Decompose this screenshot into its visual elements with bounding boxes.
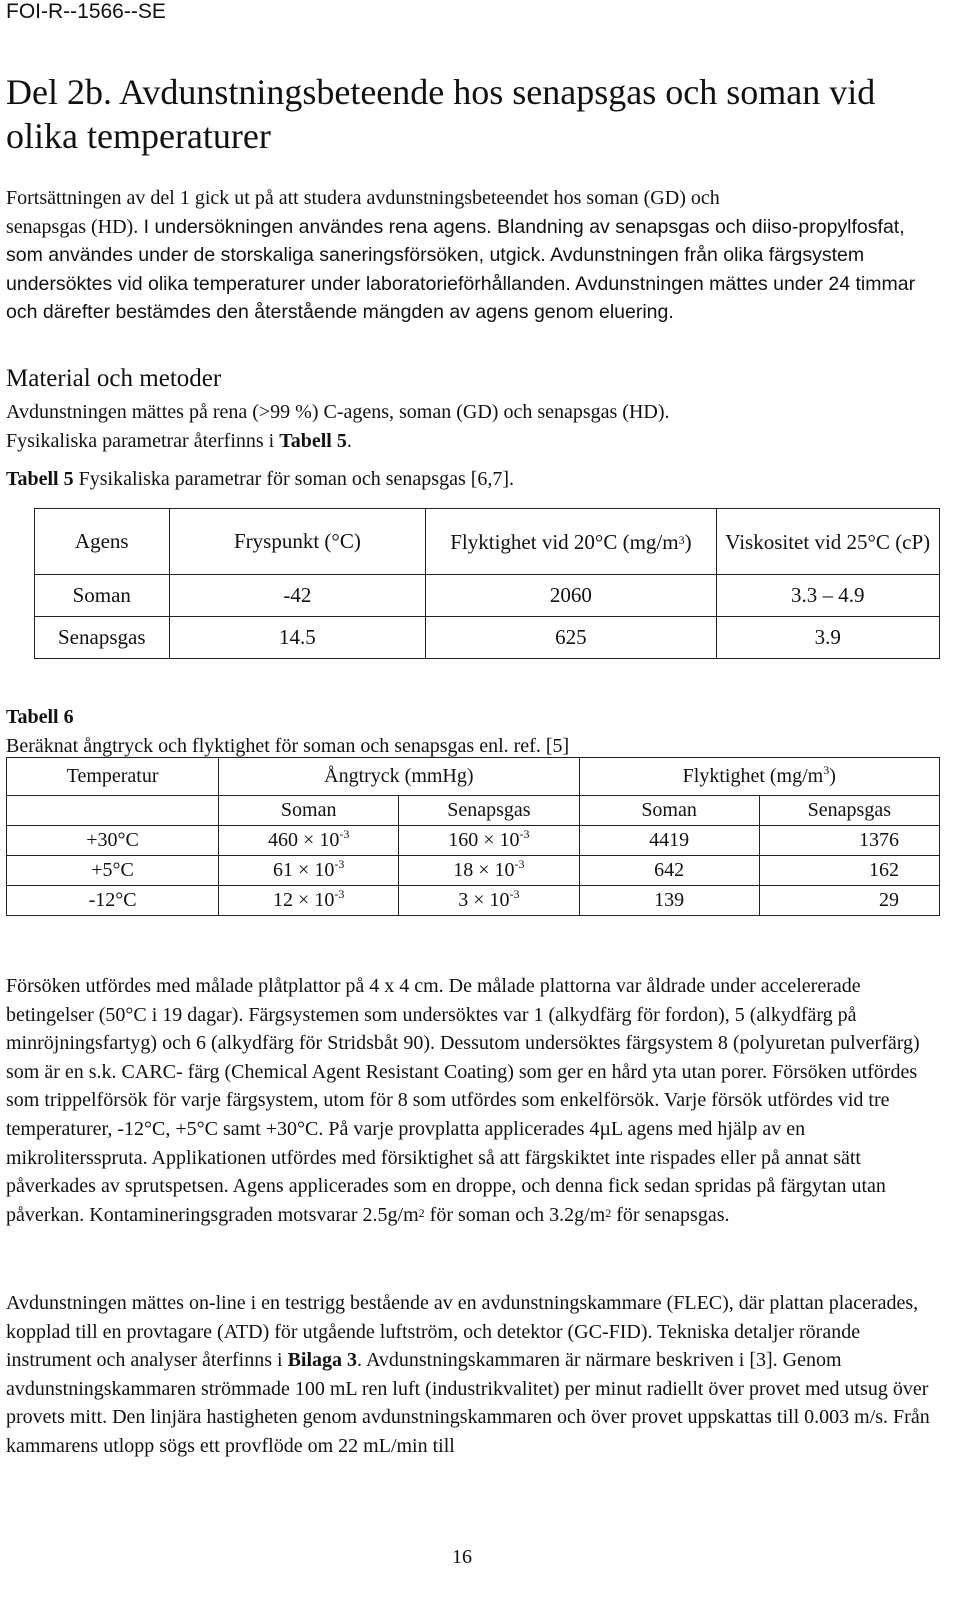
table6 xyxy=(6,757,940,916)
intro-line1: Fortsättningen av del 1 gick ut på att studera avdunstningsbeteendet hos soman (GD) och xyxy=(6,187,720,209)
table-subheader-cell: Soman xyxy=(219,796,399,826)
table5-caption xyxy=(6,468,514,491)
intro-line2: senapsgas (HD). xyxy=(6,215,139,238)
table-cell: Soman xyxy=(35,575,170,617)
exponent: -3 xyxy=(334,857,345,871)
table-cell: 625 xyxy=(426,617,716,659)
methods-ref-suffix: . xyxy=(346,429,352,452)
table6-caption-text: Beräknat ångtryck och flyktighet för soman och senapsgas enl. ref. [5] xyxy=(6,734,570,757)
table-cell: -12°C xyxy=(7,886,219,916)
exponent: -3 xyxy=(339,827,350,841)
table-cell xyxy=(219,826,399,856)
evaporation-paragraph xyxy=(6,1289,936,1461)
superscript: 2 xyxy=(418,1205,425,1220)
table-cell: 2060 xyxy=(426,575,716,617)
value: 18 × 10 xyxy=(453,859,515,881)
appendix-reference: Bilaga 3 xyxy=(287,1349,358,1372)
table-cell: 3.9 xyxy=(716,617,940,659)
intro-rest: I undersökningen användes rena agens. Blandning av senapsgas och diiso-propylfosfat, som användes under de storskaliga saneringsförsöken, utgick. Avdunstningen från olika färgsystem undersöktes vid olika temperaturer under laboratorieförhållanden. Avdunstningen mättes under 24 timmar och därefter bestämdes den återstående mängden av agens genom eluering. xyxy=(6,215,916,324)
table6-caption xyxy=(6,703,936,760)
experiment-text: för senapsgas. xyxy=(611,1203,730,1226)
table-subheader-cell: Soman xyxy=(579,796,759,826)
superscript: 3 xyxy=(823,763,830,777)
evaporation-text: . Avdunstningskammaren är närmare beskriven i [3]. Genom avdunstningskammaren strömmade 100 mL ren luft (industrikvalitet) per minut radiellt över provet med utsug över provets mitt. Den linjära hastigheten genom avdunstningskammaren och över provet uppskattas till 0.003 m/s. Från kammarens utlopp sögs ett provflöde om 22 mL/min till xyxy=(6,1349,930,1457)
table-row xyxy=(35,575,940,617)
table-header-cell xyxy=(426,509,716,575)
table-cell: 642 xyxy=(579,856,759,886)
header-text: Flyktighet (mg/m xyxy=(682,765,824,787)
table5 xyxy=(34,508,940,659)
table-header-cell: Viskositet vid 25°C (cP) xyxy=(716,509,940,575)
table-header-cell xyxy=(579,758,939,796)
table-header-cell: Agens xyxy=(35,509,170,575)
table-cell: Senapsgas xyxy=(35,617,170,659)
table-cell xyxy=(399,826,579,856)
table5-caption-text: Fysikaliska parametrar för soman och senapsgas [6,7]. xyxy=(73,468,515,490)
table5-caption-label: Tabell 5 xyxy=(6,468,74,490)
page-number: 16 xyxy=(452,1546,472,1568)
table-row xyxy=(35,617,940,659)
table-header-row xyxy=(7,758,940,796)
exponent: -3 xyxy=(514,857,525,871)
experiment-text: för soman och 3.2g/m xyxy=(424,1203,606,1226)
table-cell: 139 xyxy=(579,886,759,916)
value: 61 × 10 xyxy=(273,859,335,881)
exponent: -3 xyxy=(509,887,520,901)
table-cell: 29 xyxy=(759,886,939,916)
table-cell xyxy=(399,886,579,916)
methods-text: Avdunstningen mättes på rena (>99 %) C-agens, soman (GD) och senapsgas (HD). xyxy=(6,401,670,423)
value: 460 × 10 xyxy=(268,829,340,851)
table-header-cell: Temperatur xyxy=(7,758,219,796)
table-subheader-row xyxy=(7,796,940,826)
table-header-row xyxy=(35,509,940,575)
table-cell: 162 xyxy=(759,856,939,886)
table-cell: 14.5 xyxy=(169,617,426,659)
value: 12 × 10 xyxy=(273,889,335,911)
table-row xyxy=(7,856,940,886)
methods-ref-prefix: Fysikaliska parametrar återfinns i xyxy=(6,429,280,452)
section-title: Del 2b. Avdunstningsbeteende hos senapsgas och soman vid olika temperaturer xyxy=(6,72,876,156)
document-id-header: FOI-R--1566--SE xyxy=(6,0,166,23)
experiment-text: Försöken utfördes med målade plåtplattor på 4 x 4 cm. De målade plattorna var åldrade under accelererade betingelser (50°C i 19 dagar). Färgsystemen som undersöktes var 1 (alkydfärg för fordon), 5 (alkydfärg på minröjningsfartyg) och 6 (alkydfärg för Stridsbåt 90). Dessutom undersöktes färgsystem 8 (polyuretan pulverfärg) som är en s.k. CARC- färg (Chemical Agent Resistant Coating) som ger en hård yta utan porer. Försöken utfördes som trippelförsök för varje färgsystem, utom för 8 som utfördes som enkelförsök. Varje försök utfördes vid tre temperaturer, -12°C, +5°C samt +30°C. På varje provplatta applicerades 4µL agens med hjälp av en mikrolitersspruta. Applikationen utfördes med försiktighet så att färgskiktet inte rispades eller på annat sätt påverkades av sprutspetsen. Agens applicerades som en droppe, och denna fick sedan spridas på färgytan utan påverkan. Kontamineringsgraden motsvarar 2.5g/m xyxy=(6,975,920,1226)
table-cell xyxy=(7,796,219,826)
table-cell xyxy=(399,856,579,886)
table-cell: -42 xyxy=(169,575,426,617)
methods-ref-link: Tabell 5 xyxy=(279,429,347,452)
evaporation-text: Avdunstningen mättes on-line i en testrigg bestående av en avdunstningskammare (FLEC), där plattan placerades, kopplad till en provtagare (ATD) för utgående luftström, och detektor (GC-FID). Tekniska detaljer rörande instrument och analyser återfinns i xyxy=(6,1292,919,1372)
table-cell: 3.3 – 4.9 xyxy=(716,575,940,617)
table-cell: +5°C xyxy=(7,856,219,886)
exponent: -3 xyxy=(519,827,530,841)
table-header-cell: Ångtryck (mmHg) xyxy=(219,758,579,796)
table-cell: 1376 xyxy=(759,826,939,856)
methods-heading: Material och metoder xyxy=(6,365,222,392)
table-subheader-cell: Senapsgas xyxy=(399,796,579,826)
header-text: ) xyxy=(684,529,692,554)
header-text: ) xyxy=(829,765,836,787)
superscript: 3 xyxy=(678,532,685,547)
table-cell xyxy=(219,856,399,886)
table-cell: 4419 xyxy=(579,826,759,856)
intro-paragraph xyxy=(6,184,936,327)
value: 160 × 10 xyxy=(448,829,520,851)
superscript: 2 xyxy=(605,1205,612,1220)
table6-caption-label: Tabell 6 xyxy=(6,706,74,728)
table-cell xyxy=(219,886,399,916)
table-subheader-cell: Senapsgas xyxy=(759,796,939,826)
exponent: -3 xyxy=(334,887,345,901)
table-row xyxy=(7,826,940,856)
table-row xyxy=(7,886,940,916)
table-header-cell: Fryspunkt (°C) xyxy=(169,509,426,575)
methods-paragraph xyxy=(6,398,936,455)
experiment-paragraph xyxy=(6,972,936,1229)
header-text: Flyktighet vid 20°C (mg/m xyxy=(450,529,679,554)
table-cell: +30°C xyxy=(7,826,219,856)
value: 3 × 10 xyxy=(458,889,510,911)
